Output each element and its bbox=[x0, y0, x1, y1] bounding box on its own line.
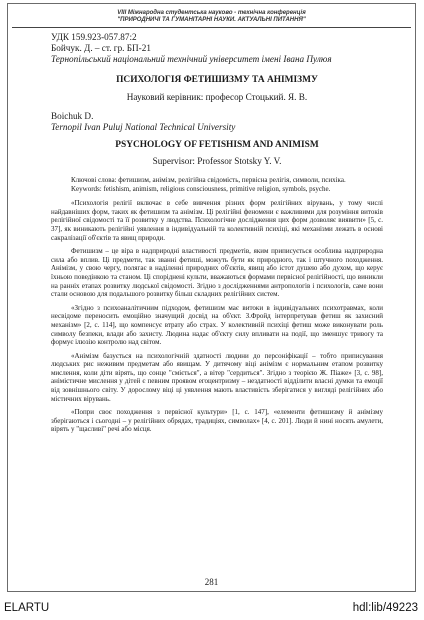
footer-repository-name: ELARTU bbox=[4, 602, 50, 614]
keywords-ua: Ключові слова: фетишизм, анімізм, релігійна свідомість, первісна релігія, символи, психіка. bbox=[71, 176, 346, 184]
conference-header-line1: VIII Міжнародна студентська науково - технічна конференція bbox=[117, 10, 306, 16]
affiliation-ua: Тернопільський національний технічний університет імені Івана Пулюя bbox=[51, 54, 332, 64]
supervisor-ua: Науковий керівник: професор Стоцький. Я. В. bbox=[126, 92, 308, 102]
author-ua: Бойчук. Д. – ст. гр. БП-21 bbox=[51, 43, 151, 53]
footer-handle: hdl:lib/49223 bbox=[352, 602, 418, 614]
author-en: Boichuk D. bbox=[51, 111, 94, 121]
body-paragraph-3: «Згідно з психоаналітичним підходом, фетишизм має витоки в індивідуальних психотравмах, коли несвідоме переносить емоційно значущий досвід на об'єкт. З.Фройд інтерпретував фетиш як захисний механізм» [2, с. 114], що компенсує втрату або страх. У колективній психіці фетиш може виконувати роль символу безпеки, влади або захисту. Людина надає об'єкту силу впливати на події, що зменшує тривогу та формує ілюзію контролю над світом. bbox=[51, 303, 383, 347]
page-number: 281 bbox=[204, 577, 219, 587]
affiliation-en: Ternopil Ivan Puluj National Technical University bbox=[51, 122, 236, 132]
body-paragraph-2: Фетишизм – це віра в надприродні властивості предметів, яким приписується особлива надприродна сила або вплив. Ці предмети, так званні фетиші, можуть бути як природного, так і штучного походження. Анімізм, у свою чергу, полягає в наділенні природних об'єктів, явищ або істот душею або духом, що керує їхньою поведінкою та станом. Ці споріднені культи, вважаються формами первісної релігійності, що виникли на ранніх етапах розвитку людської свідомості. Згідно з дослідженнями антропологів і психологів, саме вони стали основою для подальшого розвитку більш складних релігійних систем. bbox=[51, 247, 383, 299]
conference-header-line2: "ПРИРОДНИЧІ ТА ГУМАНІТАРНІ НАУКИ. АКТУАЛЬНІ ПИТАННЯ" bbox=[117, 17, 306, 23]
supervisor-en: Supervisor: Professor Stotsky Y. V. bbox=[152, 156, 282, 166]
title-en: PSYCHOLOGY OF FETISHISM AND ANIMISM bbox=[115, 140, 319, 150]
body-paragraph-5: «Попри своє походження з первісної культури» [1, с. 147], «елементи фетишизму й анімізму зберігаються і сьогодні – у релігійних обрядах, традиціях, символах» [4, с. 201]. Люди й нині носять амулети, вірять у "щасливі" речі або місця. bbox=[51, 408, 383, 434]
repository-footer bbox=[0, 600, 424, 620]
header-rule bbox=[12, 27, 411, 28]
body-paragraph-1: «Психологія релігії включає в себе вивчення різних форм релігійних вірувань, у тому числі найдавніших форм, таких як фетишизм та анімізм. Ці релігійні феномени є важливими для розуміння витоків релігійної свідомості та її розвитку у людства. Психологічне дослідження цих форм дозволяє виявити» [5, с. 37], як виникають релігійні уявлення в індивідуальній та колективній психіці, які механізми лежать в основі сакралізації об'єктів та явищ природи. bbox=[51, 199, 383, 242]
keywords-en: Keywords: fetishism, animism, religious consciousness, primitive religion, symbols, psyche. bbox=[71, 184, 331, 193]
article-content bbox=[8, 32, 415, 434]
document-page bbox=[7, 3, 416, 592]
title-ua: ПСИХОЛОГІЯ ФЕТИШИЗМУ ТА АНІМІЗМУ bbox=[116, 75, 318, 85]
article-meta-en bbox=[51, 111, 383, 133]
article-body bbox=[51, 199, 383, 434]
conference-header bbox=[8, 10, 415, 24]
article-meta-ua bbox=[51, 32, 383, 65]
udc-code: УДК 159.923-057.87:2 bbox=[51, 32, 137, 42]
keywords-block bbox=[51, 176, 383, 193]
body-paragraph-4: «Анімізм базується на психологічній здатності людини до персоніфікації – тобто приписування людських рис неживим предметам або явищам. У дитячому віці анімізм є нормальним етапом розвитку мислення, коли діти вірять, що сонце "сміється", а вітер "сердиться". Згідно з теорією Ж. Піаже» [3, с. 98], анімістичне мислення у дітей є певним проявом егоцентризму – нездатності відділити власні думки та емоції від зовнішнього світу. У дорослому віці ці уявлення мають властивість зберігатися у вигляді релігійних або містичних вірувань. bbox=[51, 351, 383, 403]
